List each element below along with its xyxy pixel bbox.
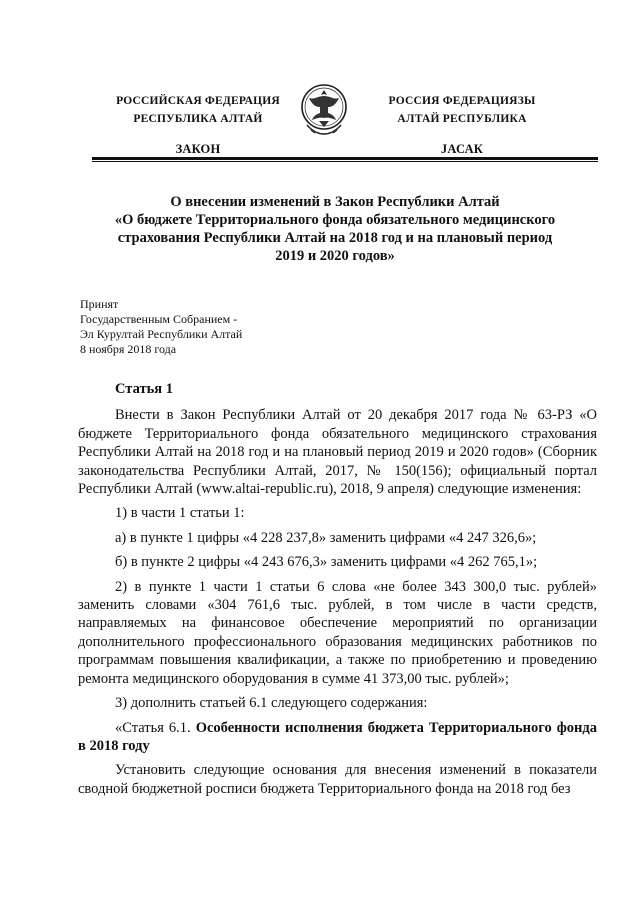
amendment-item-2: 2) в пункте 1 части 1 статьи 6 слова «не более 343 300,0 тыс. рублей» заменить словами «304 761,6 тыс. рублей, в том числе в части средств, направляемых на финансовое обеспечение мероприятий по организации дополнительного профессионального образования медицинских работников по программам повышения квалификации, а также по приобретению и проведению ремонта медицинского оборудования в сумме 41 373,00 тыс. рублей»; bbox=[78, 578, 597, 687]
new-article-prefix: «Статья 6.1. bbox=[115, 719, 196, 736]
article-intro: Внести в Закон Республики Алтай от 20 декабря 2017 года № 63-РЗ «О бюджете Территориального фонда обязательного медицинского страхования Республики Алтай на 2018 год и на плановый период 2019 и 2020 годов» (Сборник законодательства Республики Алтай, 2017, № 150(156); официальный портал Республики Алтай (www.altai-republic.ru), 2018, 9 апреля) следующие изменения: bbox=[78, 407, 597, 498]
law-title-line: О внесении изменений в Закон Республики Алтай bbox=[170, 194, 500, 210]
amendment-item-1: 1) в части 1 статьи 1: bbox=[115, 505, 245, 522]
header-left-republic: РЕСПУБЛИКА АЛТАЙ bbox=[133, 113, 263, 125]
coat-of-arms-icon bbox=[299, 80, 349, 142]
adoption-date: 8 ноября 2018 года bbox=[80, 342, 177, 356]
adoption-block bbox=[80, 297, 340, 357]
header-left bbox=[88, 92, 308, 158]
header-divider-thick bbox=[92, 157, 598, 160]
adoption-line: Эл Курултай Республики Алтай bbox=[80, 327, 243, 341]
new-article-heading bbox=[78, 719, 597, 756]
law-title-line: «О бюджете Территориального фонда обязательного медицинского bbox=[114, 212, 556, 228]
law-title-line: страхования Республики Алтай на 2018 год и на плановый период bbox=[117, 230, 553, 246]
adoption-line: Принят bbox=[80, 297, 119, 311]
amendment-item-3: 3) дополнить статьей 6.1 следующего содержания: bbox=[115, 695, 428, 712]
amendment-item-1b: б) в пункте 2 цифры «4 243 676,3» заменить цифрами «4 262 765,1»; bbox=[115, 554, 538, 571]
article-heading: Статья 1 bbox=[115, 381, 173, 397]
law-body bbox=[78, 380, 597, 798]
header-left-law: ЗАКОН bbox=[175, 142, 221, 156]
header-right-law: ЈАСАК bbox=[440, 142, 484, 156]
law-title bbox=[80, 193, 590, 265]
header-left-country: РОССИЙСКАЯ ФЕДЕРАЦИЯ bbox=[116, 95, 280, 107]
header-divider-thin bbox=[92, 161, 598, 162]
new-article-title: Особенности исполнения бюджета Территориального фонда в 2018 году bbox=[78, 719, 597, 754]
header-right-republic: АЛТАЙ РЕСПУБЛИКА bbox=[397, 113, 527, 125]
header-right bbox=[352, 92, 572, 158]
adoption-line: Государственным Собранием - bbox=[80, 312, 238, 326]
header-right-country: РОССИЯ ФЕДЕРАЦИЯЗЫ bbox=[388, 95, 536, 107]
law-title-line: 2019 и 2020 годов» bbox=[275, 248, 395, 264]
new-article-text: Установить следующие основания для внесения изменений в показатели сводной бюджетной росписи бюджета Территориального фонда на 2018 год без bbox=[78, 762, 597, 797]
amendment-item-1a: а) в пункте 1 цифры «4 228 237,8» заменить цифрами «4 247 326,6»; bbox=[115, 529, 537, 546]
